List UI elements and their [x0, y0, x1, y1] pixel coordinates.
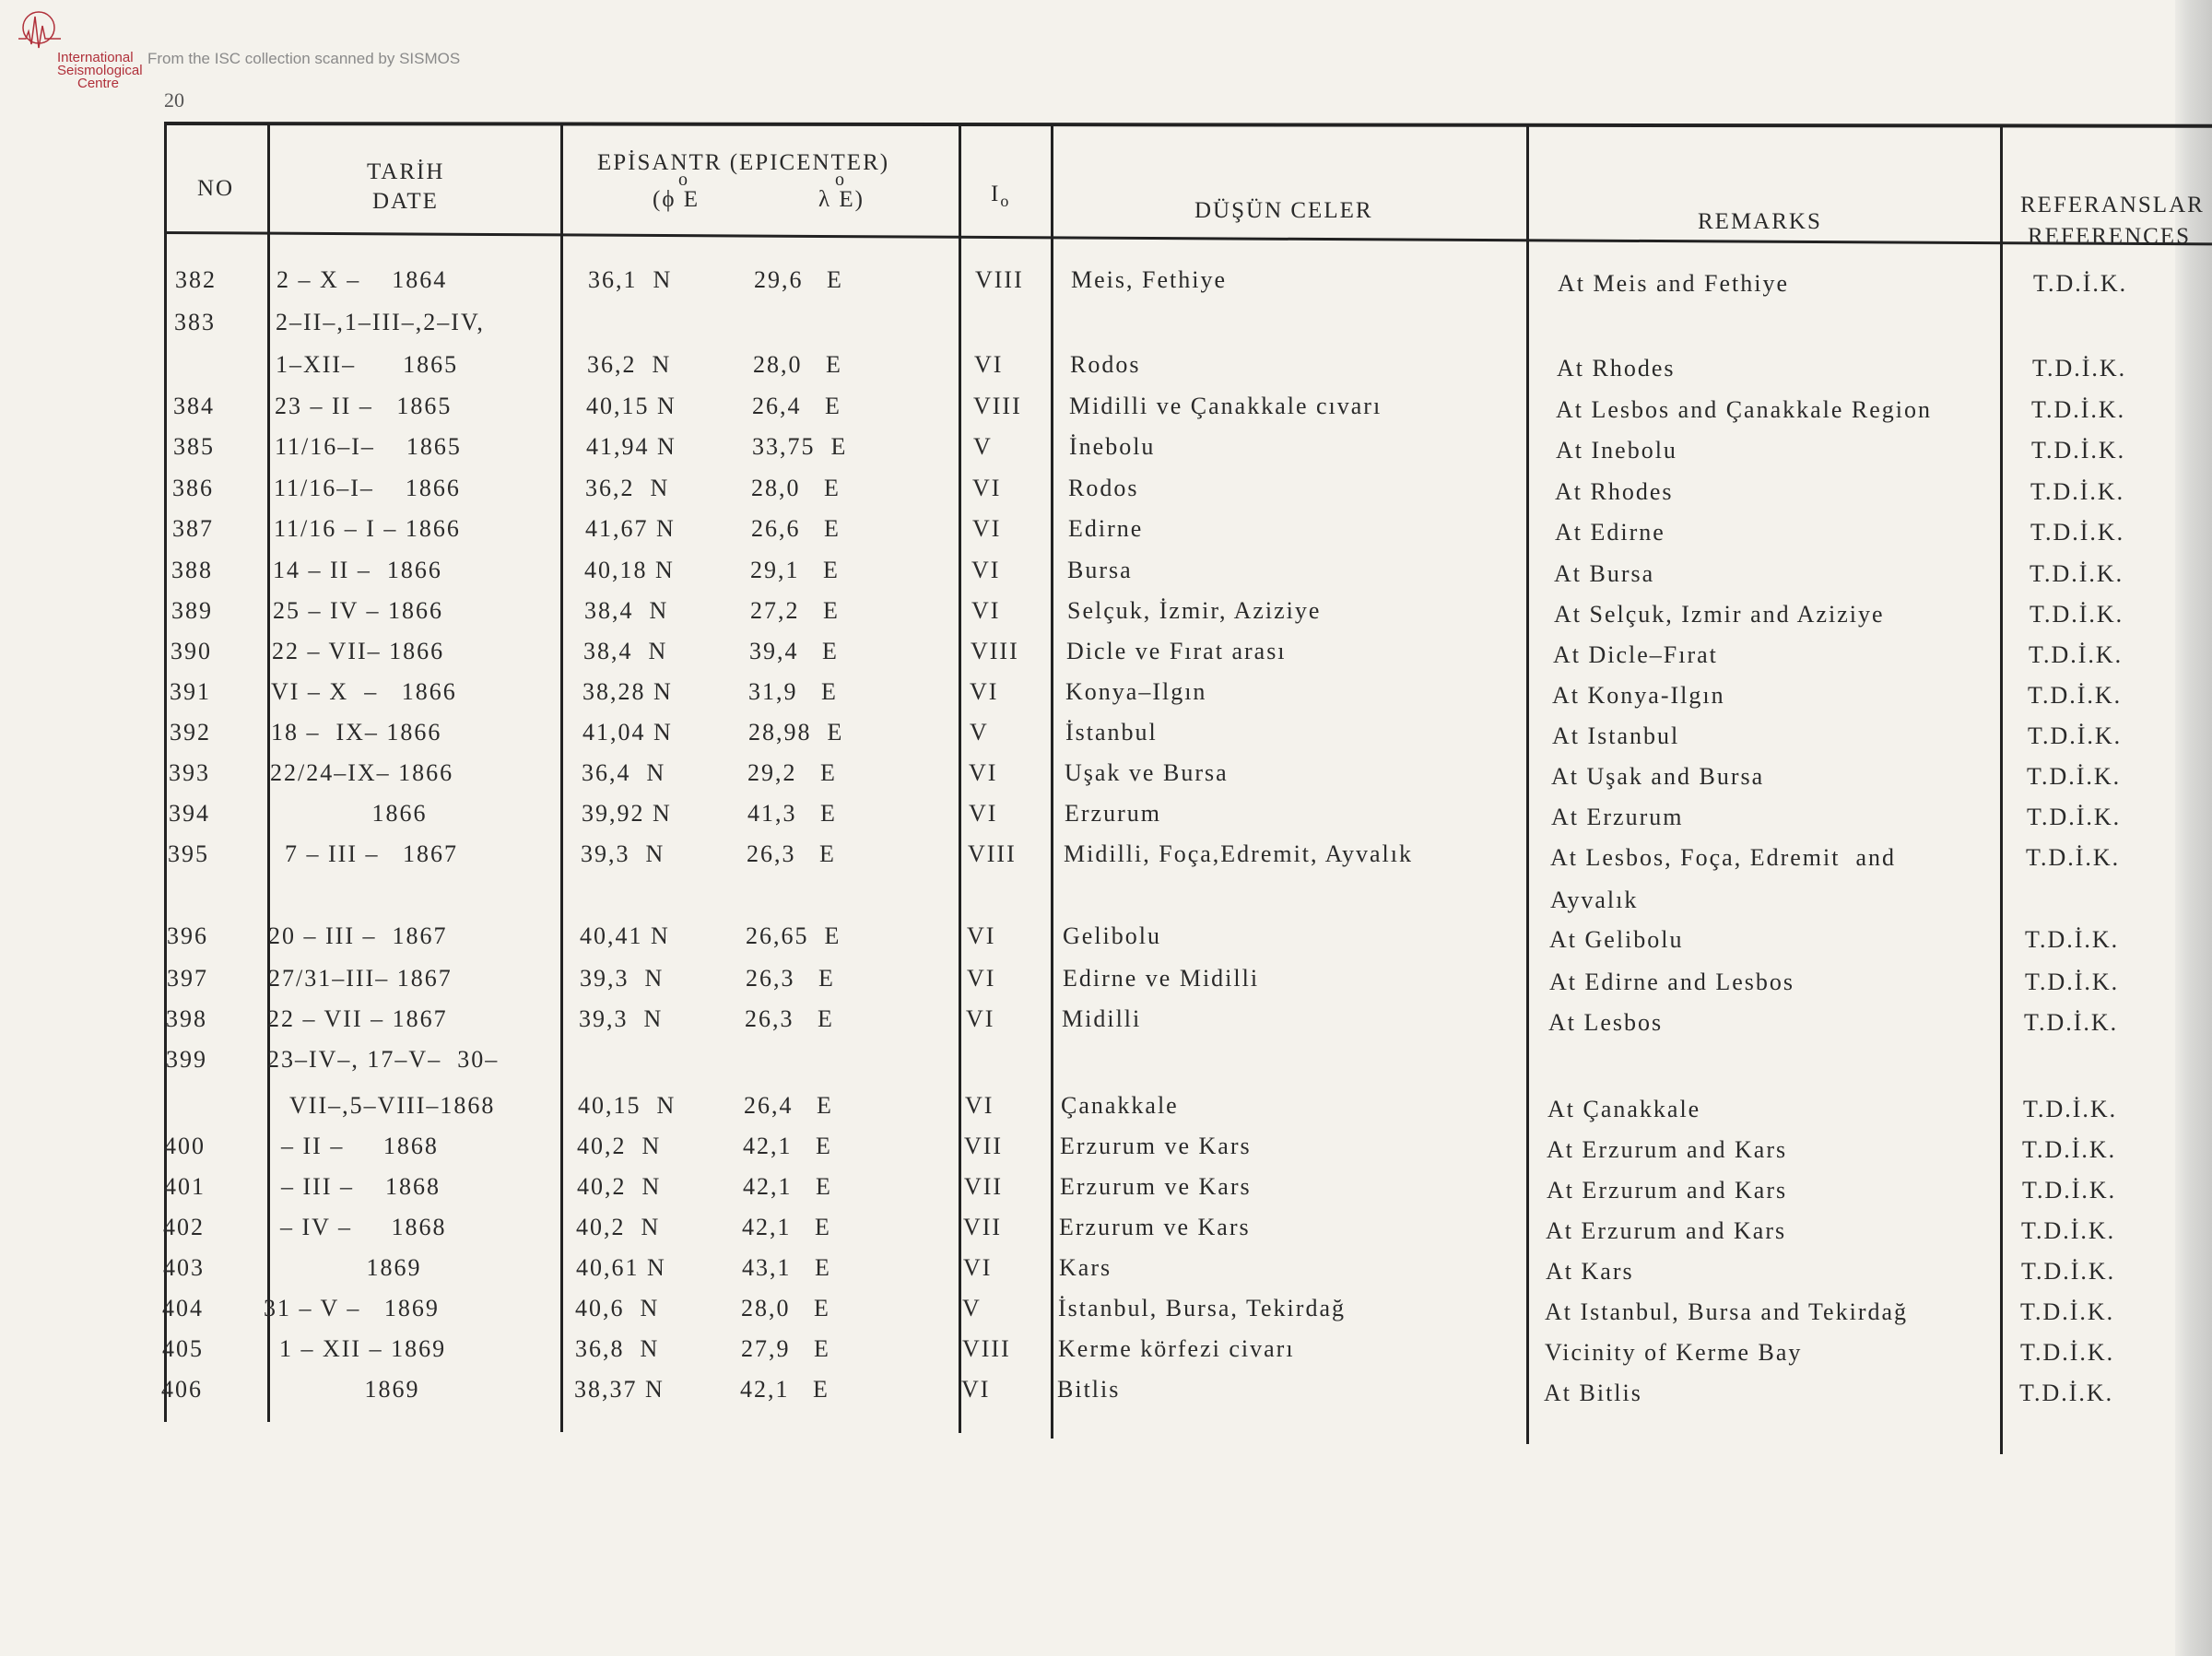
- col-remarks-en: At Uşak and Bursa: [1551, 763, 1765, 790]
- col-reference: T.D.İ.K.: [2027, 804, 2122, 830]
- col-remarks-en: At Rhodes: [1557, 355, 1676, 382]
- col-date: 20 – III – 1867: [268, 922, 448, 949]
- col-io: V: [973, 433, 993, 460]
- col-no: 386: [172, 475, 214, 501]
- table-row: [0, 514, 2212, 551]
- table-row: [0, 1045, 2212, 1082]
- col-remarks-en: At Rhodes: [1555, 478, 1674, 505]
- col-reference: T.D.İ.K.: [2022, 1136, 2117, 1163]
- col-remarks-en: At Selçuk, Izmir and Aziziye: [1554, 601, 1885, 628]
- col-io: VI: [966, 1005, 995, 1032]
- col-reference: T.D.İ.K.: [2020, 1298, 2115, 1325]
- col-remarks-tr: Gelibolu: [1063, 922, 1161, 949]
- col-remarks-en: At Bitlis: [1544, 1380, 1642, 1406]
- col-date: 11/16 – I – 1866: [274, 515, 461, 542]
- col-date: VII–,5–VIII–1868: [266, 1092, 496, 1119]
- col-remarks-en: At Erzurum: [1551, 804, 1684, 830]
- col-lat: 40,61 N: [576, 1254, 666, 1281]
- col-date: 22/24–IX– 1866: [270, 759, 454, 786]
- col-lon: 39,4 E: [749, 638, 839, 664]
- col-date: 23 – II – 1865: [275, 393, 453, 419]
- col-lat: 36,4 N: [582, 759, 666, 786]
- col-reference: T.D.İ.K.: [2021, 1217, 2116, 1244]
- col-no: 406: [161, 1376, 203, 1403]
- col-lat: 41,94 N: [586, 433, 677, 460]
- col-io: VII: [964, 1173, 1004, 1200]
- col-no: 383: [174, 309, 216, 335]
- col-reference: T.D.İ.K.: [2028, 682, 2123, 709]
- col-date: 23–IV–, 17–V– 30–: [267, 1046, 500, 1073]
- col-reference: T.D.İ.K.: [2023, 1096, 2118, 1122]
- col-date: – IV – 1868: [265, 1214, 447, 1240]
- header-epicenter: EPİSANTR (EPICENTER): [597, 150, 890, 175]
- table-row: [0, 350, 2212, 387]
- col-lat: 36,2 N: [585, 475, 670, 501]
- col-remarks-tr: Rodos: [1068, 475, 1139, 501]
- table-row: [0, 1375, 2212, 1412]
- header-io-sub: o: [1000, 192, 1011, 210]
- col-io: VII: [964, 1133, 1004, 1159]
- col-io: VI: [971, 597, 1001, 624]
- col-no: 395: [168, 840, 209, 867]
- col-reference: T.D.İ.K.: [2030, 560, 2124, 587]
- table-row: [0, 882, 2212, 919]
- col-reference: T.D.İ.K.: [2031, 396, 2126, 423]
- header-lon-degree: o: [835, 170, 846, 190]
- col-date: 31 – V – 1869: [264, 1295, 440, 1321]
- col-remarks-tr: Dicle ve Fırat arası: [1066, 638, 1287, 664]
- col-no: 399: [166, 1046, 207, 1073]
- col-date: 27/31–III– 1867: [268, 965, 453, 992]
- col-remarks-tr: Erzurum ve Kars: [1060, 1173, 1252, 1200]
- col-remarks-en: At Erzurum and Kars: [1546, 1217, 1787, 1244]
- col-remarks-en: At Bursa: [1554, 560, 1655, 587]
- col-lat: 36,8 N: [575, 1335, 660, 1362]
- col-date: – III – 1868: [265, 1173, 441, 1200]
- col-lat: 38,4 N: [583, 638, 668, 664]
- col-lat: 38,37 N: [574, 1376, 665, 1403]
- col-io: V: [970, 719, 989, 746]
- col-remarks-tr: Meis, Fethiye: [1071, 266, 1227, 293]
- col-lon: 26,3 E: [747, 840, 836, 867]
- col-date: 11/16–I– 1866: [274, 475, 461, 501]
- table-row: [0, 922, 2212, 958]
- col-remarks-tr: Konya–Ilgın: [1065, 678, 1207, 705]
- col-remarks-en: At Istanbul: [1552, 722, 1680, 749]
- col-lat: 36,1 N: [588, 266, 673, 293]
- col-reference: T.D.İ.K.: [2022, 1177, 2117, 1204]
- col-lon: 28,0 E: [751, 475, 841, 501]
- col-io: VI: [971, 557, 1001, 583]
- col-remarks-tr: Kars: [1059, 1254, 1112, 1281]
- col-remarks-en: At Edirne and Lesbos: [1549, 969, 1795, 995]
- col-date: 7 – III – 1867: [269, 840, 458, 867]
- col-io: VI: [972, 515, 1002, 542]
- header-lon: λ E): [818, 187, 865, 212]
- table-row: [0, 758, 2212, 795]
- col-date: 1 – XII – 1869: [264, 1335, 447, 1362]
- col-reference: T.D.İ.K.: [2030, 478, 2125, 505]
- col-remarks-tr: Edirne: [1068, 515, 1144, 542]
- col-remarks-en: At Gelibolu: [1549, 926, 1684, 953]
- col-reference: T.D.İ.K.: [2021, 1258, 2116, 1285]
- col-no: 389: [171, 597, 213, 624]
- col-date: 2 – X – 1864: [276, 266, 448, 293]
- table-row: [0, 1294, 2212, 1331]
- col-remarks-tr: İstanbul, Bursa, Tekirdağ: [1058, 1295, 1346, 1321]
- col-reference: T.D.İ.K.: [2025, 926, 2120, 953]
- col-lon: 29,1 E: [750, 557, 840, 583]
- col-lat: 40,15 N: [578, 1092, 677, 1119]
- col-reference: T.D.İ.K.: [2025, 969, 2120, 995]
- col-remarks-en: Vicinity of Kerme Bay: [1545, 1339, 1803, 1366]
- col-lat: 39,3 N: [581, 840, 665, 867]
- header-references-en: REFERENCES: [2028, 224, 2191, 249]
- header-no: NO: [197, 176, 235, 201]
- col-reference: T.D.İ.K.: [2028, 722, 2123, 749]
- table-row: [0, 392, 2212, 429]
- col-lon: 43,1 E: [742, 1254, 831, 1281]
- col-lon: 29,2 E: [747, 759, 837, 786]
- col-io: VIII: [971, 638, 1019, 664]
- col-no: 382: [175, 266, 217, 293]
- col-reference: T.D.İ.K.: [2031, 437, 2126, 464]
- col-no: 397: [167, 965, 208, 992]
- col-lon: 31,9 E: [748, 678, 838, 705]
- col-lon: 28,98 E: [748, 719, 844, 746]
- header-references-tr: REFERANSLAR: [2020, 193, 2205, 217]
- col-remarks-tr: Midilli ve Çanakkale cıvarı: [1069, 393, 1382, 419]
- col-no: 391: [170, 678, 211, 705]
- col-remarks-en: At Istanbul, Bursa and Tekirdağ: [1545, 1298, 1909, 1325]
- col-lon: 33,75 E: [752, 433, 848, 460]
- col-lon: 26,6 E: [751, 515, 841, 542]
- col-date: 1866: [270, 800, 428, 827]
- col-no: 396: [167, 922, 208, 949]
- col-io: VIII: [975, 266, 1024, 293]
- col-io: VI: [974, 351, 1004, 378]
- col-lon: 26,4 E: [744, 1092, 833, 1119]
- col-remarks-en: At Çanakkale: [1547, 1096, 1701, 1122]
- table-row: [0, 432, 2212, 469]
- col-lat: 41,04 N: [582, 719, 673, 746]
- col-no: 401: [164, 1173, 206, 1200]
- col-no: 385: [173, 433, 215, 460]
- col-lat: 40,2 N: [577, 1133, 662, 1159]
- col-reference: T.D.İ.K.: [2026, 844, 2121, 871]
- col-lat: 38,28 N: [582, 678, 673, 705]
- col-lat: 39,3 N: [579, 1005, 664, 1032]
- col-lat: 40,2 N: [576, 1214, 661, 1240]
- col-date: 11/16–I– 1865: [275, 433, 462, 460]
- table-row: [0, 799, 2212, 836]
- col-no: 388: [171, 557, 213, 583]
- col-lat: 41,67 N: [585, 515, 676, 542]
- header-remarks-tr: DÜŞÜN CELER: [1194, 198, 1373, 223]
- col-remarks-tr: Bursa: [1067, 557, 1133, 583]
- isc-line3: Centre: [77, 76, 120, 91]
- page-number: 20: [164, 88, 184, 112]
- col-io: VI: [965, 1092, 994, 1119]
- col-remarks-en: At Konya-Ilgın: [1552, 682, 1725, 709]
- col-remarks-tr: İnebolu: [1069, 433, 1156, 460]
- col-lon: 26,3 E: [745, 1005, 834, 1032]
- col-date: 14 – II – 1866: [273, 557, 442, 583]
- col-no: 387: [172, 515, 214, 542]
- table-row: [0, 265, 2212, 302]
- header-date-en: DATE: [372, 189, 439, 214]
- col-date: 1869: [263, 1376, 420, 1403]
- isc-source-note: From the ISC collection scanned by SISMOS: [147, 50, 461, 67]
- col-no: 398: [166, 1005, 207, 1032]
- col-remarks-tr: Bitlis: [1057, 1376, 1121, 1403]
- col-io: VI: [967, 965, 996, 992]
- header-date-tr: TARİH: [367, 159, 445, 184]
- col-no: 384: [173, 393, 215, 419]
- col-remarks-tr: Kerme körfezi civarı: [1058, 1335, 1295, 1362]
- col-remarks-tr: Erzurum ve Kars: [1060, 1133, 1252, 1159]
- col-lon: 42,1 E: [740, 1376, 830, 1403]
- col-remarks-en: At Edirne: [1555, 519, 1665, 546]
- col-remarks-tr: Erzurum ve Kars: [1059, 1214, 1251, 1240]
- col-no: 403: [163, 1254, 205, 1281]
- col-remarks-en: At Meis and Fethiye: [1558, 270, 1790, 297]
- col-lat: 39,3 N: [580, 965, 665, 992]
- col-lon: 29,6 E: [754, 266, 843, 293]
- col-lat: 40,2 N: [577, 1173, 662, 1200]
- col-remarks-tr: Erzurum: [1065, 800, 1161, 827]
- col-io: V: [962, 1295, 982, 1321]
- isc-line2: Seismological: [57, 63, 143, 78]
- col-remarks-tr: Uşak ve Bursa: [1065, 759, 1229, 786]
- isc-line1: International: [57, 50, 134, 65]
- col-date: VI – X – 1866: [271, 678, 457, 705]
- col-no: 405: [162, 1335, 204, 1362]
- table-row: [0, 556, 2212, 593]
- col-lon: 42,1 E: [743, 1173, 832, 1200]
- header-lat-degree: o: [678, 170, 689, 190]
- col-remarks-tr: Selçuk, İzmir, Aziziye: [1067, 597, 1322, 624]
- col-reference: T.D.İ.K.: [2032, 355, 2127, 382]
- table-row: [0, 840, 2212, 876]
- col-date: 25 – IV – 1866: [273, 597, 443, 624]
- col-io: VIII: [973, 393, 1022, 419]
- col-remarks-tr: İstanbul: [1065, 719, 1158, 746]
- col-io: VIII: [962, 1335, 1011, 1362]
- col-remarks-en: At Erzurum and Kars: [1547, 1177, 1788, 1204]
- table-row: [0, 677, 2212, 714]
- col-date: 18 – IX– 1866: [271, 719, 442, 746]
- col-remarks-en: At Kars: [1546, 1258, 1634, 1285]
- col-reference: T.D.İ.K.: [2027, 763, 2122, 790]
- col-io: VI: [961, 1376, 991, 1403]
- col-reference: T.D.İ.K.: [2029, 641, 2124, 668]
- col-io: VI: [967, 922, 996, 949]
- col-remarks-tr: Midilli: [1062, 1005, 1142, 1032]
- col-lat: 38,4 N: [584, 597, 669, 624]
- col-lon: 28,0 E: [753, 351, 842, 378]
- col-no: 394: [169, 800, 210, 827]
- col-lat: 40,6 N: [575, 1295, 660, 1321]
- table-row: [0, 1334, 2212, 1371]
- col-remarks-en: At Erzurum and Kars: [1547, 1136, 1788, 1163]
- col-reference: T.D.İ.K.: [2033, 270, 2128, 297]
- col-remarks-tr: Midilli, Foça,Edremit, Ayvalık: [1064, 840, 1413, 867]
- table-row: [0, 1004, 2212, 1041]
- col-io: VI: [972, 475, 1002, 501]
- col-io: VIII: [968, 840, 1017, 867]
- col-remarks-tr: Rodos: [1070, 351, 1141, 378]
- col-date: 2–II–,1–III–,2–IV,: [276, 309, 485, 335]
- col-lon: 26,3 E: [746, 965, 835, 992]
- col-no: 390: [171, 638, 212, 664]
- table-row: [0, 718, 2212, 755]
- col-lon: 27,2 E: [750, 597, 840, 624]
- col-lat: 36,2 N: [587, 351, 672, 378]
- table-row: [0, 1172, 2212, 1209]
- table-row: [0, 964, 2212, 1001]
- col-reference: T.D.İ.K.: [2020, 1339, 2115, 1366]
- col-no: 393: [169, 759, 210, 786]
- col-lon: 26,65 E: [746, 922, 841, 949]
- col-io: VI: [963, 1254, 993, 1281]
- col-io: VI: [969, 759, 998, 786]
- col-date: 22 – VII– 1866: [272, 638, 445, 664]
- col-lon: 27,9 E: [741, 1335, 830, 1362]
- table-row: [0, 1253, 2212, 1290]
- col-no: 404: [162, 1295, 204, 1321]
- table-row: [0, 596, 2212, 633]
- col-no: 392: [170, 719, 211, 746]
- col-lon: 28,0 E: [741, 1295, 830, 1321]
- table-row: [0, 474, 2212, 511]
- col-remarks-en: At Dicle–Fırat: [1553, 641, 1718, 668]
- col-lat: 40,15 N: [586, 393, 677, 419]
- col-reference: T.D.İ.K.: [2030, 601, 2124, 628]
- table-row: [0, 1091, 2212, 1128]
- col-remarks-en: At Lesbos and Çanakkale Region: [1556, 396, 1933, 423]
- col-remarks-en: At Inebolu: [1556, 437, 1677, 464]
- table-row: [0, 1213, 2212, 1250]
- col-no: 402: [163, 1214, 205, 1240]
- table-row: [0, 308, 2212, 345]
- col-lon: 42,1 E: [743, 1133, 832, 1159]
- col-remarks-tr: Çanakkale: [1061, 1092, 1179, 1119]
- col-reference: T.D.İ.K.: [2030, 519, 2125, 546]
- col-remarks-en: At Lesbos: [1548, 1009, 1664, 1036]
- col-remarks-en: At Lesbos, Foça, Edremit and: [1550, 844, 1896, 871]
- col-remarks-tr: Edirne ve Midilli: [1063, 965, 1260, 992]
- col-date: 22 – VII – 1867: [267, 1005, 448, 1032]
- col-date: – II – 1868: [265, 1133, 439, 1159]
- table-row: [0, 1132, 2212, 1169]
- col-lon: 42,1 E: [742, 1214, 831, 1240]
- col-io: VI: [969, 800, 998, 827]
- table-row: [0, 637, 2212, 674]
- col-lat: 40,18 N: [584, 557, 675, 583]
- col-io: VI: [970, 678, 999, 705]
- col-no: 400: [164, 1133, 206, 1159]
- header-lat: (ϕ E: [653, 187, 700, 212]
- col-lon: 26,4 E: [752, 393, 841, 419]
- col-lat: 40,41 N: [580, 922, 670, 949]
- col-reference: T.D.İ.K.: [2019, 1380, 2114, 1406]
- header-remarks-en: REMARKS: [1698, 209, 1822, 234]
- col-reference: T.D.İ.K.: [2024, 1009, 2119, 1036]
- col-lat: 39,92 N: [582, 800, 672, 827]
- col-io: VII: [963, 1214, 1003, 1240]
- col-remarks-en: Ayvalık: [1550, 887, 1639, 913]
- header-io-label: I: [991, 182, 1001, 206]
- col-lon: 41,3 E: [747, 800, 837, 827]
- col-date: 1869: [265, 1254, 422, 1281]
- col-date: 1–XII– 1865: [276, 351, 459, 378]
